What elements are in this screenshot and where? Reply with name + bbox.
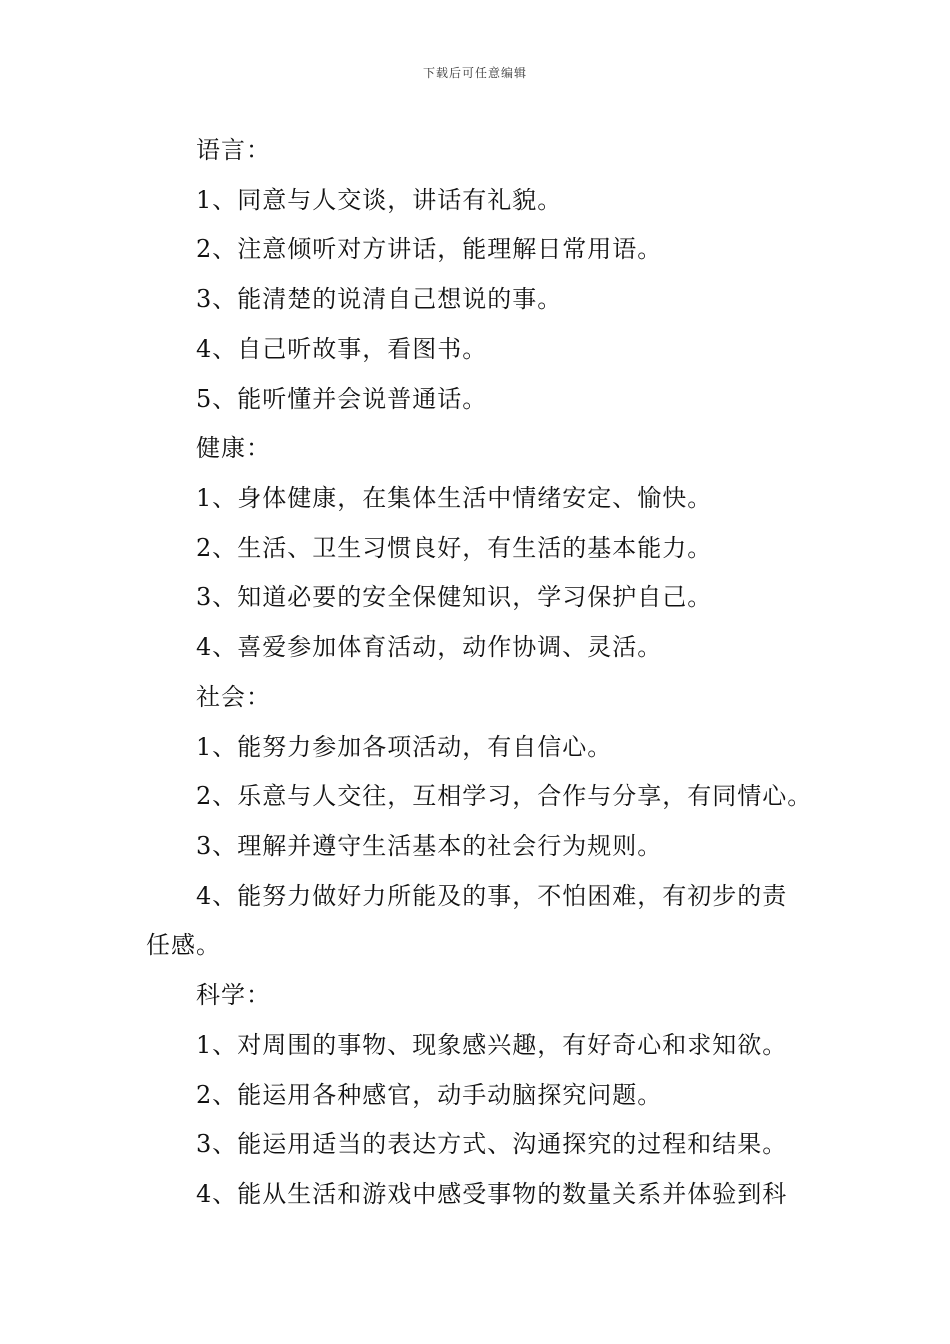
paragraph-continuation: 任感。	[146, 931, 221, 959]
paragraph: 3、理解并遵守生活基本的社会行为规则。	[196, 832, 663, 860]
section-heading-science: 科学：	[196, 981, 271, 1009]
paragraph: 1、能努力参加各项活动，有自信心。	[196, 733, 613, 761]
paragraph: 1、同意与人交谈，讲话有礼貌。	[196, 186, 563, 214]
paragraph: 4、能努力做好力所能及的事，不怕困难，有初步的责	[196, 882, 788, 910]
paragraph: 3、知道必要的安全保健知识，学习保护自己。	[196, 583, 713, 611]
paragraph: 1、身体健康，在集体生活中情绪安定、愉快。	[196, 484, 713, 512]
section-heading-health: 健康：	[196, 434, 271, 462]
paragraph: 2、生活、卫生习惯良好，有生活的基本能力。	[196, 534, 713, 562]
paragraph: 3、能运用适当的表达方式、沟通探究的过程和结果。	[196, 1130, 788, 1158]
section-heading-language: 语言：	[196, 136, 271, 164]
paragraph: 5、能听懂并会说普通话。	[196, 385, 488, 413]
paragraph: 1、对周围的事物、现象感兴趣，有好奇心和求知欲。	[196, 1031, 788, 1059]
paragraph: 2、乐意与人交往，互相学习，合作与分享，有同情心。	[196, 782, 813, 810]
paragraph: 2、注意倾听对方讲话，能理解日常用语。	[196, 235, 663, 263]
page-header: 下载后可任意编辑	[422, 66, 527, 80]
section-heading-society: 社会：	[196, 683, 271, 711]
paragraph: 4、喜爱参加体育活动，动作协调、灵活。	[196, 633, 663, 661]
paragraph: 4、能从生活和游戏中感受事物的数量关系并体验到科	[196, 1180, 788, 1208]
paragraph: 2、能运用各种感官，动手动脑探究问题。	[196, 1081, 663, 1109]
paragraph: 3、能清楚的说清自己想说的事。	[196, 285, 563, 313]
paragraph: 4、自己听故事，看图书。	[196, 335, 488, 363]
